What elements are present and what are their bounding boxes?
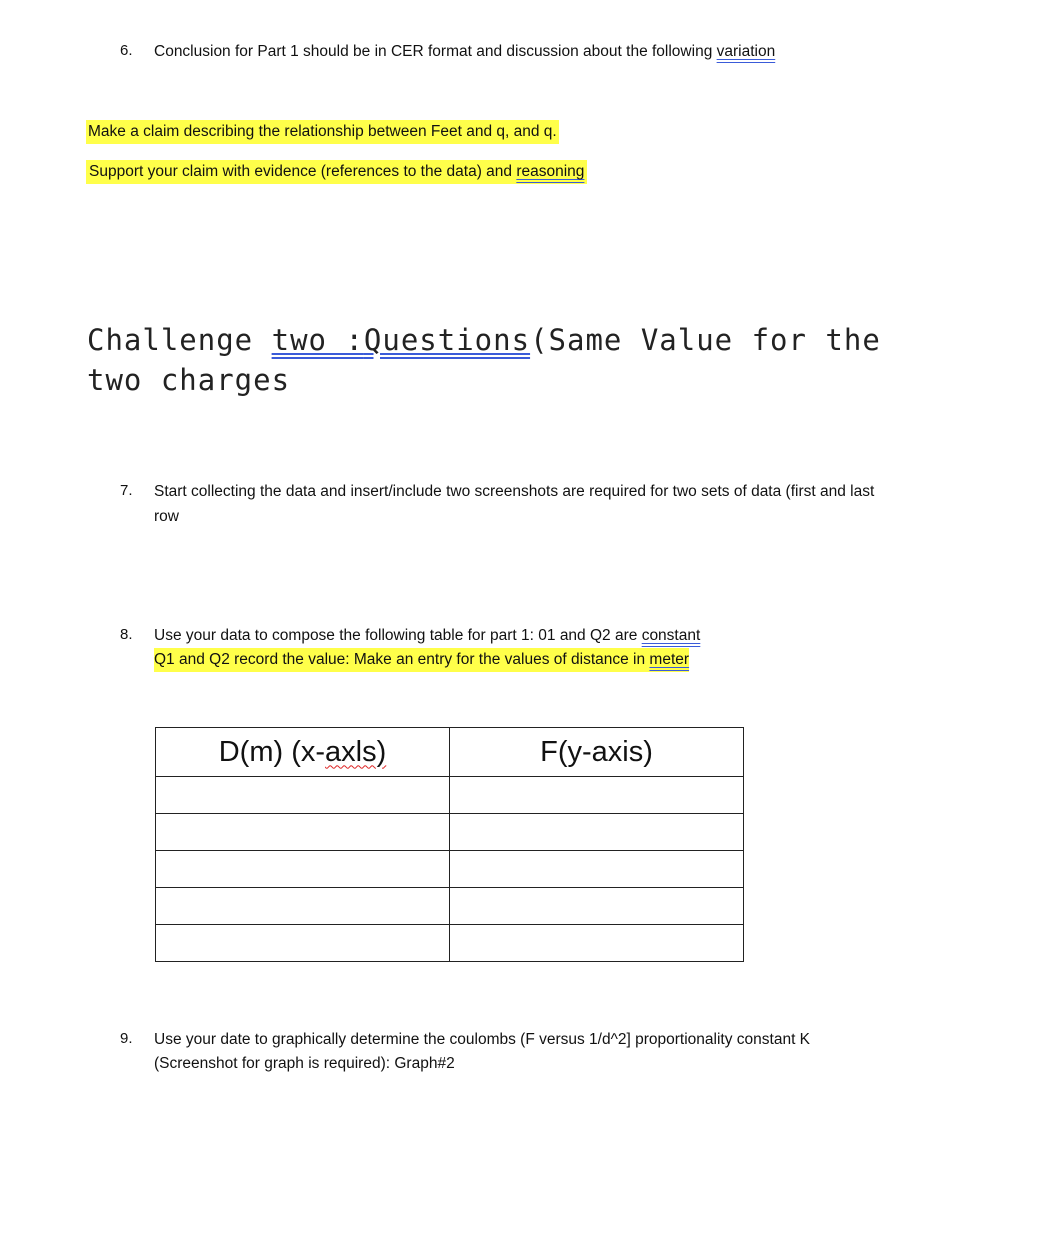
table-row bbox=[156, 888, 744, 925]
table-cell-distance[interactable] bbox=[156, 851, 450, 888]
table-cell-distance[interactable] bbox=[156, 925, 450, 962]
table-row bbox=[156, 814, 744, 851]
q6-text-main: Conclusion for Part 1 should be in CER format and discussion about the following bbox=[154, 43, 717, 60]
heading-part5: (Same Value for the bbox=[530, 323, 881, 357]
q9-line1: Use your date to graphically determine the coulombs (F versus 1/d^2] proportionality constant K bbox=[154, 1031, 811, 1048]
q7-number: 7. bbox=[120, 482, 133, 499]
claim-instruction: Make a claim describing the relationship between Feet and q, and q. bbox=[86, 120, 559, 144]
heading-part1: Challenge bbox=[87, 323, 272, 357]
q6-number: 6. bbox=[120, 42, 133, 59]
q9-line2: (Screenshot for graph is required): Graph#2 bbox=[154, 1055, 455, 1072]
challenge-heading bbox=[87, 320, 881, 360]
table-cell-force[interactable] bbox=[450, 925, 744, 962]
heading-part2: two bbox=[271, 323, 327, 357]
table-header-force: F(y-axis) bbox=[450, 728, 744, 777]
q8-line2-main: Q1 and Q2 record the value: Make an entry for the values of distance in bbox=[154, 651, 650, 668]
q8-line1-main: Use your data to compose the following table for part 1: 01 and Q2 are bbox=[154, 627, 642, 644]
q8-line1 bbox=[154, 624, 700, 648]
table-row bbox=[156, 851, 744, 888]
heading-part3: : bbox=[327, 323, 364, 357]
table-header-distance bbox=[156, 728, 450, 777]
heading-part4: Questions bbox=[363, 323, 531, 357]
table-cell-force[interactable] bbox=[450, 777, 744, 814]
support-text-main: Support your claim with evidence (references to the data) and bbox=[89, 163, 517, 180]
table-row bbox=[156, 777, 744, 814]
support-underlined-word: reasoning bbox=[516, 163, 585, 180]
q8-line2 bbox=[154, 648, 689, 672]
table-cell-force[interactable] bbox=[450, 814, 744, 851]
q7-line2: row bbox=[154, 508, 179, 525]
header-distance-text: D(m) (x- bbox=[218, 735, 326, 768]
q7-line1: Start collecting the data and insert/include two screenshots are required for two sets of data (first and last bbox=[154, 483, 875, 500]
table-cell-force[interactable] bbox=[450, 888, 744, 925]
table-cell-distance[interactable] bbox=[156, 888, 450, 925]
q6-text bbox=[154, 40, 775, 64]
challenge-heading-line2: two charges bbox=[87, 363, 291, 397]
distance-force-table bbox=[155, 727, 744, 962]
table-cell-force[interactable] bbox=[450, 851, 744, 888]
q8-line2-underlined: meter bbox=[649, 651, 690, 668]
support-instruction bbox=[86, 160, 587, 184]
table-header-row bbox=[156, 728, 744, 777]
q8-line1-underlined: constant bbox=[641, 627, 701, 644]
q9-number: 9. bbox=[120, 1030, 133, 1047]
table-row bbox=[156, 925, 744, 962]
q6-underlined-word: variation bbox=[716, 43, 776, 60]
header-distance-squiggle: axls) bbox=[325, 735, 387, 768]
table-cell-distance[interactable] bbox=[156, 777, 450, 814]
q8-number: 8. bbox=[120, 626, 133, 643]
table-cell-distance[interactable] bbox=[156, 814, 450, 851]
